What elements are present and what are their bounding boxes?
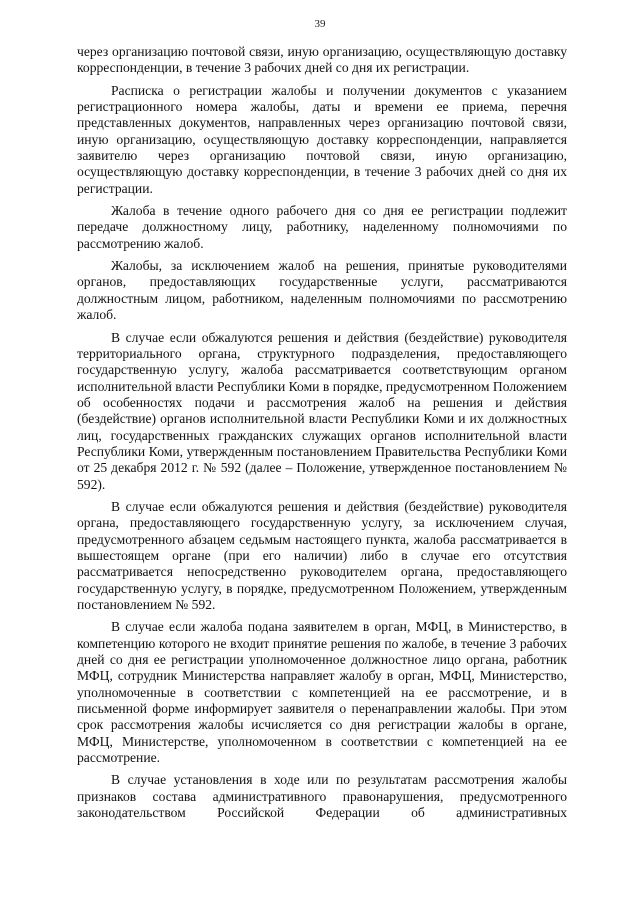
paragraph-redirect: В случае если жалоба подана заявителем в орган, МФЦ, в Министерство, в компетенцию которого не входит принятие решения по жалобе, в течение 3 рабочих дней со дня ее регистрации уполномоченное должностное лицо органа, работник МФЦ, сотрудник Министерства направляет жалобу в орган, МФЦ, Министерство, уполномоченные в соответствии с компетенцией на ее рассмотрение, и в письменной форме информирует заявителя о перенаправлении жалобы. При этом срок рассмотрения жалобы исчисляется со дня регистрации жалобы в органе, МФЦ, Министерстве, уполномоченном в соответствии с компетенцией на ее рассмотрение.: [77, 619, 567, 766]
paragraph-territorial-body: В случае если обжалуются решения и действия (бездействие) руководителя территориального органа, структурного подразделения, предоставляющего государственную услугу, жалоба рассматривается соответствующим органом исполнительной власти Республики Коми в порядке, предусмотренном Положением об особенностях подачи и рассмотрения жалоб на решения и действия (бездействие) органов исполнительной власти Республики Коми и их должностных лиц, государственных гражданских служащих органов исполнительной власти Республики Коми, утвержденным постановлением Правительства Республики Коми от 25 декабря 2012 г. № 592 (далее – Положение, утвержденное постановлением № 592).: [77, 329, 567, 492]
paragraph-head-of-body: В случае если обжалуются решения и действия (бездействие) руководителя органа, предоставляющего государственную услугу, за исключением случая, предусмотренного абзацем седьмым настоящего пункта, жалоба рассматривается в вышестоящем органе (при его наличии) либо в случае его отсутствия рассматривается непосредственно руководителем органа, предоставляющего государственную услугу, в порядке, предусмотренном Положением, утвержденным постановлением № 592.: [77, 498, 567, 612]
document-body: [77, 44, 567, 821]
paragraph-receipt: Расписка о регистрации жалобы и получении документов с указанием регистрационного номера жалобы, даты и времени ее приема, перечня представленных документов, направленных через организацию почтовой связи, иную организацию, осуществляющую доставку корреспонденции, направляется заявителю через организацию почтовой связи, иную организацию, осуществляющую доставку корреспонденции, в течение 3 рабочих дней со дня их регистрации.: [77, 82, 567, 196]
paragraph-administrative-offense: В случае установления в ходе или по результатам рассмотрения жалобы признаков состава административного правонарушения, предусмотренного законодательством Российской Федерации об административных: [77, 772, 567, 821]
paragraph-continuation: через организацию почтовой связи, иную организацию, осуществляющую доставку корреспонденции, в течение 3 рабочих дней со дня их регистрации.: [77, 44, 567, 76]
paragraph-transfer: Жалоба в течение одного рабочего дня со дня ее регистрации подлежит передаче должностному лицу, работнику, наделенному полномочиями по рассмотрению жалоб.: [77, 203, 567, 251]
page-number: 39: [314, 18, 326, 30]
paragraph-review-officials: Жалобы, за исключением жалоб на решения, принятые руководителями органов, предоставляющих государственные услуги, рассматриваются должностным лицом, работником, наделенным полномочиями по рассмотрению жалоб.: [77, 258, 567, 323]
